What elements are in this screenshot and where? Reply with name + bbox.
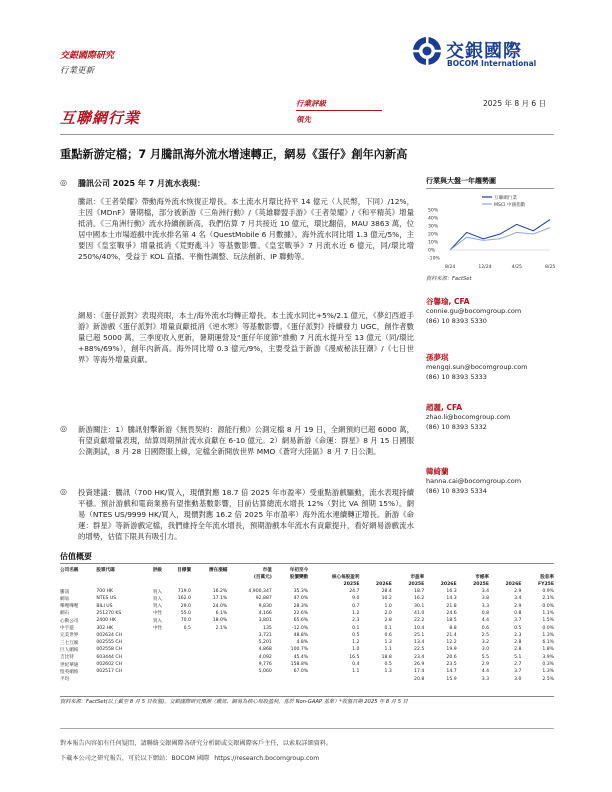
analyst-email[interactable]: zhao.li@bocomgroup.com (426, 413, 511, 421)
chart-title-rule (426, 188, 554, 189)
table-cell: 中手遊 (60, 626, 74, 632)
table-row (58, 646, 556, 653)
table-cell: 18.7 (414, 589, 425, 595)
table-cell: 3.7 (514, 669, 522, 675)
table-cell: 4.4 (481, 669, 490, 675)
analyst-email[interactable]: hanna.cai@bocomgroup.com (426, 477, 522, 485)
table-cell: 17.1% (212, 596, 228, 602)
table-cell: 700 HK (96, 589, 114, 595)
table-header-cell: 市盈率 (410, 574, 425, 580)
table-cell: 騰訊 (60, 589, 70, 595)
table-cell: 302 HK (96, 625, 114, 631)
rating-label: 行業評級 (296, 99, 326, 108)
x-tick-label: 8/24 (445, 265, 456, 270)
table-cell: 14.7 (446, 669, 457, 675)
analyst-phone: (86) 10 8393 5330 (426, 316, 487, 325)
table-cell: 3,801 (258, 618, 272, 624)
series-line-internet (450, 220, 550, 250)
table-cell: 0.3% (542, 662, 554, 667)
valuation-table (58, 566, 556, 683)
table-cell: 買入 (152, 596, 163, 602)
table-cell (193, 632, 229, 639)
table-cell (143, 632, 164, 639)
table-cell: 3.0 (481, 647, 490, 653)
table-cell: 2.1% (542, 596, 554, 602)
series-line-msci (450, 228, 550, 250)
table-cell: 41.0 (414, 610, 425, 616)
table-header-cell: 市帳率 (475, 574, 490, 580)
table-cell: 100.7% (290, 647, 309, 653)
chart-source: 資料來源：FactSet (426, 276, 472, 282)
footer-line2-text: 下載本公司之研究報告，可於以下網站：BOCOM 國際 (60, 755, 210, 762)
report-type: 行業更新 (60, 66, 95, 76)
table-header-cell (143, 581, 164, 588)
table-cell: 5,201 (258, 640, 272, 646)
table-cell: 45.4% (293, 654, 309, 660)
table-cell (164, 668, 193, 675)
table-row (58, 624, 556, 631)
table-cell: 4,092 (258, 654, 272, 660)
table-cell: 22.5 (414, 647, 425, 653)
table-header-cell (361, 573, 393, 580)
y-tick-label: 50% (428, 208, 439, 214)
table-cell: 002624 CH (96, 632, 123, 638)
table-cell: 2.0 (384, 610, 392, 616)
table-header-cell: 目標價 (177, 567, 191, 573)
table-cell: 2.9 (514, 603, 522, 609)
table-row (58, 639, 556, 646)
table-cell: 平均 (60, 677, 70, 683)
table-cell: 0.8 (514, 610, 522, 616)
legend-internet: 互聯網行業 (494, 196, 517, 201)
table-cell: 1.1% (542, 610, 554, 616)
table-cell: 1.3 (384, 669, 392, 675)
table-header-cell: 2026E (440, 581, 457, 587)
table-cell: 002602 CH (96, 662, 123, 667)
y-tick-label: 0% (428, 248, 436, 254)
table-cell: 3.4 (481, 589, 490, 595)
table-cell: 0.9% (542, 589, 554, 595)
y-tick-label: 20% (428, 232, 439, 238)
table-cell: 2.3 (352, 618, 360, 624)
table-header-cell: 核心每股盈利 (331, 574, 360, 580)
table-cell: 3,721 (258, 632, 272, 638)
table-cell: 23.5 (446, 662, 457, 667)
analyst-email[interactable]: connie.gu@bocomgroup.com (426, 307, 522, 315)
table-cell: 4,868 (258, 647, 272, 653)
analyst-card (426, 402, 554, 466)
rating-value: 領先 (296, 115, 311, 124)
table-cell: 30.1 (414, 603, 425, 609)
report-date: 2025 年 8 月 6 日 (483, 99, 547, 108)
table-cell: 251270 KS (96, 610, 122, 616)
table-cell: 18.0% (212, 618, 228, 624)
table-cell: 16.2 (414, 596, 425, 602)
table-cell: 1.2 (352, 640, 360, 646)
table-cell (229, 675, 274, 682)
table-cell: 0.4 (352, 662, 360, 667)
table-cell: 中性 (152, 626, 163, 632)
table-cell: 47.0% (293, 596, 309, 602)
table-cell: 1.0 (352, 647, 360, 653)
analyst-name: 谷馨瑜, CFA (426, 297, 470, 306)
table-header-cell: 評級 (152, 567, 163, 573)
table-cell (193, 675, 229, 682)
analyst-name: 趙麗, CFA (426, 403, 463, 412)
x-tick-label: 8/25 (545, 265, 556, 270)
table-cell: 0.8 (481, 610, 490, 616)
table-cell (193, 668, 229, 675)
table-cell: 2400 HK (96, 618, 116, 624)
table-cell: 1.8% (542, 647, 554, 653)
table-cell: 21.8 (446, 603, 457, 609)
rating-divider (296, 110, 382, 111)
table-cell: 002517 CH (96, 669, 123, 675)
table-header-cell (164, 573, 193, 580)
table-cell: 3.3 (481, 603, 490, 609)
table-cell: 67.0% (293, 669, 309, 675)
table-cell: 603444 CH (96, 654, 123, 660)
table-cell: 9,776 (258, 662, 272, 667)
research-link[interactable]: https://research.bocomgroup.com (214, 755, 320, 762)
trend-chart (426, 192, 554, 272)
table-cell (164, 661, 193, 668)
table-cell: 28.3% (293, 603, 309, 609)
x-tick-label: 4/25 (511, 265, 522, 270)
table-cell (143, 675, 164, 682)
table-cell: 2.5% (542, 676, 554, 682)
table-header-cell: 股票代碼 (96, 567, 115, 573)
bullet-icon: ◎ (60, 424, 67, 433)
table-cell: 0.5 (352, 632, 360, 638)
table-cell: 買入 (152, 589, 163, 595)
analyst-card (426, 296, 554, 352)
table-cell: 心動公司 (60, 618, 79, 624)
table-cell: 6.1% (542, 640, 554, 646)
table-cell: 10.4 (414, 625, 425, 631)
table-cell: 0.6 (384, 632, 392, 638)
table-cell: 2.8 (514, 640, 522, 646)
table-cell: 吉比特 (60, 655, 74, 661)
analyst-card (426, 466, 554, 496)
table-header-cell: 股息率 (540, 574, 554, 580)
y-tick-label: 30% (428, 224, 439, 230)
table-row (58, 595, 556, 602)
y-tick-label: 10% (428, 240, 439, 246)
table-cell: 0.6 (481, 625, 490, 631)
table-cell: 19.9 (446, 647, 457, 653)
table-cell: 24.7 (349, 589, 360, 595)
table-cell: 21.4 (446, 632, 457, 638)
table-cell: 2.1% (215, 625, 228, 631)
table-cell: 2.8 (514, 647, 522, 653)
valuation-title: 估值概要 (60, 552, 92, 561)
table-header-cell (164, 581, 193, 588)
table-cell: 中性 (152, 611, 163, 617)
table-cell (143, 646, 164, 653)
table-cell (164, 639, 193, 646)
logo-mark-icon (412, 36, 442, 66)
table-header-cell (143, 573, 164, 580)
table-header-cell: (百萬元) (253, 574, 272, 580)
table-cell (143, 654, 164, 661)
table-cell: 22.6% (293, 610, 309, 616)
table-cell: 2.3 (514, 632, 522, 638)
table-cell (94, 675, 142, 682)
table-header-cell (491, 573, 523, 580)
new-games-paragraph: 新游關注：1）騰訊射擊新游《無畏契約：源能行動》公測定檔 8 月 19 日，全網預約已超 6000 萬，有望貢獻增量表現，結算周期預計流水貢獻在 6-10 億元。2）網易新游《命運：群星》8 月 15 日國服公測測試，8 月 28 日國際服上線，定檔全新開放世界 MMO《蒼穹大陸區》8 月 7 日公測。 (78, 425, 414, 456)
table-cell: 18.8 (381, 654, 392, 660)
table-header-cell (274, 581, 310, 588)
table-header-cell: 2026E (375, 581, 392, 587)
table-cell: 5.1 (514, 654, 522, 660)
table-cell: 0.1 (384, 625, 392, 631)
table-cell: NTES US (96, 596, 117, 602)
table-cell (193, 661, 229, 668)
table-cell: 5.5 (481, 654, 490, 660)
table-cell: 162.0 (177, 596, 191, 602)
table-cell (193, 654, 229, 661)
table-cell: 13.4 (414, 640, 425, 646)
table-cell: 嗶哩嗶哩 (60, 604, 79, 610)
table-header-cell (193, 573, 229, 580)
table-cell: 158.8% (290, 662, 309, 667)
chart-title: 行業與大盤一年趨勢圖 (426, 177, 496, 185)
valuation-note: 資料來源：FactSet(以上截至 8 月 5 日收盤)，交銀國際研究預測（騰訊、網易為核心每股盈利，基於 Non-GAAP 基準）*收盤日期 2025 年 8 月 5 日 (60, 699, 408, 705)
footer-line2 (60, 753, 319, 762)
table-header-cell: FY25E (538, 581, 554, 587)
table-cell (164, 675, 193, 682)
table-cell: 4.4 (481, 618, 490, 624)
table-cell (361, 675, 393, 682)
table-cell: BILI US (96, 603, 113, 609)
table-cell: 16.3 (446, 589, 457, 595)
table-cell: 3.4 (514, 596, 522, 602)
table-cell: 3.0 (514, 676, 522, 682)
table-header-cell (94, 573, 142, 580)
table-cell (274, 675, 310, 682)
table-row (58, 661, 556, 668)
table-header-cell: 公司名稱 (60, 567, 79, 573)
table-cell: 0.5 (514, 625, 522, 631)
table-row (58, 668, 556, 675)
table-cell: 17.4 (414, 669, 425, 675)
table-cell: 12.2 (446, 640, 457, 646)
table-cell: 1.3 (384, 640, 392, 646)
table-cell: 巨人網絡 (60, 647, 79, 653)
y-tick-label: 40% (428, 216, 439, 222)
table-cell: 2.8 (384, 618, 392, 624)
table-cell: 20.6 (446, 654, 457, 660)
footer-rule (60, 728, 554, 729)
table-header-cell: 潛在漲幅 (208, 567, 228, 573)
legend-msci: MSCI 中國指數 (494, 203, 526, 208)
table-cell: 4,166 (258, 610, 272, 616)
analyst-phone: (86) 10 8393 5332 (426, 422, 487, 431)
table-cell: 0.5 (183, 625, 191, 631)
table-cell: 買入 (152, 604, 163, 610)
table-cell: 14.3 (446, 596, 457, 602)
table-cell: 3.2 (481, 640, 490, 646)
table-row (58, 588, 556, 595)
footer-line1: 對本報告內容如有任何疑問，請聯絡交銀國際各研究分析師或交銀國際客戶主任，以索取詳細資料。 (60, 740, 333, 747)
table-cell: 4.8% (296, 640, 309, 646)
y-tick-label: -10% (428, 256, 440, 262)
table-cell: 28.4 (381, 589, 392, 595)
table-header-cell (193, 581, 229, 588)
table-cell: 1.1 (352, 669, 360, 675)
bocom-logo (412, 36, 442, 66)
table-cell (143, 668, 164, 675)
table-cell: 1.5% (542, 618, 554, 624)
table-cell (164, 654, 193, 661)
logo-text-en: BOCOM International (447, 59, 537, 68)
table-cell: 15.9 (446, 676, 457, 682)
table-header-cell: 市值 (262, 567, 272, 573)
table-cell: 719.0 (177, 589, 191, 595)
table-header-cell (58, 573, 94, 580)
netease-paragraph: 網易：《蛋仔派對》表現亮眼，本土/海外流水均轉正增長。本土流水同比+5%/2.1 億元，《夢幻西遊手游》新游戲《蛋仔派對》增量貢獻抵消《逆水寒》等基數影響。《蛋仔派對》持續發力 UGC，創作者數量已超 5000 萬，三季度收入更新，暑期運營及“蛋仔年度節”推動 7 月流水提升至 13 億元（同/環比+88%/69%），創年內新高。海外同比增 0.3 億元/9%，主要受益于新游《漫威秘法狂潮》/《七日世界》等海外增量貢獻。 (78, 311, 414, 364)
valuation-rule (60, 563, 554, 564)
table-cell: 網石 (60, 611, 70, 617)
table-cell: 8.8 (449, 625, 457, 631)
table-cell: 0.0% (542, 603, 554, 609)
logo-text-cn: 交銀國際 (446, 41, 522, 62)
table-row (58, 610, 556, 617)
table-cell: 1.2 (352, 610, 360, 616)
table-cell (164, 646, 193, 653)
table-cell: 1.3% (542, 669, 554, 675)
table-header-cell: 2026E (505, 581, 522, 587)
table-cell: 24.6 (446, 610, 457, 616)
table-cell (143, 661, 164, 668)
table-cell (164, 632, 193, 639)
table-cell: 24.0% (212, 603, 228, 609)
table-cell: 35.3% (293, 589, 309, 595)
table-cell: 9.0 (352, 596, 360, 602)
table-cell: 25.1 (414, 632, 425, 638)
report-title: 重點新游定檔；7 月騰訊海外流水增速轉正，網易《蛋仔》創年內新高 (60, 148, 408, 161)
table-cell (193, 646, 229, 653)
table-cell: 1.3% (542, 632, 554, 638)
header-rule (60, 134, 554, 135)
table-cell: 1.0 (384, 603, 392, 609)
analyst-name: 孫夢琪 (426, 353, 449, 362)
analyst-name: 韓綺蘭 (426, 467, 449, 476)
table-cell: 002555 CH (96, 640, 123, 646)
table-row (58, 602, 556, 609)
table-cell: 2.7 (514, 662, 522, 667)
table-cell: 55.0 (180, 610, 191, 616)
analyst-phone: (86) 10 8393 5333 (426, 372, 487, 381)
table-row (58, 675, 556, 682)
table-row (58, 654, 556, 661)
table-cell: 92,887 (255, 596, 272, 602)
analyst-email[interactable]: mengqi.sun@bocomgroup.com (426, 363, 528, 371)
table-header-cell: 2025E (408, 581, 425, 587)
table-cell: 0.7 (352, 603, 360, 609)
table-cell: 16.5 (349, 654, 360, 660)
table-cell: 3.9% (542, 654, 554, 660)
table-cell: 20.8 (414, 676, 425, 682)
firm-name: 交銀國際研究 (60, 51, 115, 61)
table-cell: 6.1% (215, 610, 228, 616)
bullet-icon: ◎ (60, 178, 67, 187)
table-cell: 世紀華通 (60, 662, 79, 668)
table-cell: 23.4 (414, 654, 425, 660)
table-cell: 2.9 (481, 662, 490, 667)
table-cell: 0.1 (352, 625, 360, 631)
table-cell: 完美世界 (60, 633, 79, 639)
table-header-cell: 股價變動 (289, 574, 309, 580)
table-cell: 002558 CH (96, 647, 123, 653)
table-cell (310, 675, 361, 682)
table-cell: 70.0 (180, 618, 191, 624)
table-cell: 0.5 (384, 662, 392, 667)
table-cell: -12.0% (291, 625, 309, 631)
table-header-cell (94, 581, 142, 588)
table-header-cell: 2025E (343, 581, 360, 587)
industry-title: 互聯網行業 (60, 109, 141, 127)
section-monthly-head: 騰訊公司 2025 年 7 月流水表現： (78, 179, 205, 188)
table-cell: 3.7 (514, 618, 522, 624)
table-cell: 16.2% (212, 589, 228, 595)
investment-paragraph: 投資建議：騰訊（700 HK/買入，現價對應 18.7 倍 2025 年市盈率）受重點游戲驅動，流水表現持續平穩。預計游戲和電商業務有望推動基數影響，目前估算總流水增長 12%（對比 VA 預期 15%）。網易（NTES US/9999 HK/買入，現價對應 16.2 倍 2025 年市盈率）海外流水連續轉正增長。新游《命運：群星》等新游戲定檔，我們維持全年流水增長，預期游戲本年流水有貢獻提升，看好網易游戲流水的增勢，估值下限具有吸引力。 (78, 488, 414, 541)
table-cell: 135 (263, 625, 272, 631)
bullet-icon: ◎ (60, 487, 67, 496)
table-cell: 48.8% (293, 632, 309, 638)
table-header-cell: 2025E (473, 581, 490, 587)
analyst-card (426, 352, 554, 402)
table-header-cell (58, 581, 94, 588)
table-cell: 5,060 (258, 669, 272, 675)
analyst-list (426, 296, 554, 496)
table-header-cell (426, 573, 458, 580)
valuation-bottom-rule (60, 696, 554, 697)
table-cell: 網易 (60, 596, 70, 602)
table-cell: 愷英網絡 (60, 669, 79, 675)
table-cell: 29.0 (180, 603, 191, 609)
table-header-cell: 年初至今 (289, 567, 309, 573)
table-cell: 26.9 (414, 662, 425, 667)
table-cell: 18.5 (446, 618, 457, 624)
table-cell (143, 639, 164, 646)
table-cell: 2.5 (481, 632, 490, 638)
table-cell: 0.0% (542, 625, 554, 631)
table-cell: 9,830 (258, 603, 272, 609)
table-cell: 4,900,347 (248, 589, 272, 595)
table-cell: 65.6% (293, 618, 309, 624)
analyst-phone: (86) 10 8393 5334 (426, 486, 487, 495)
table-cell: 10.2 (381, 596, 392, 602)
table-cell: 3.8 (481, 596, 490, 602)
table-row (58, 617, 556, 624)
table-row (58, 632, 556, 639)
table-cell: 買入 (152, 618, 163, 624)
table-cell (193, 639, 229, 646)
x-tick-label: 12/24 (478, 265, 492, 270)
table-cell: 3.3 (481, 676, 490, 682)
table-cell: 三七互娛 (60, 640, 79, 646)
table-cell: 2.9 (514, 589, 522, 595)
table-cell: 1.1 (384, 647, 392, 653)
tencent-paragraph: 騰訊：《王者榮耀》帶動海外流水恢復正增長。本土流水月環比持平 14 億元（人民幣，下同）/12%，主因《MDnF》暑期檔，部分被新游《三角洲行動》/《英雄聯盟手游》《王者榮耀》/《和平精英》增量抵消。《三角洲行動》流水持續創新高，我們估算 7 月共接近 10 億元，環比翻倍，MAU 3863 萬，位居中國本土市場遊戲中流水排名第 4 名（QuestMobile 6 月數據）。海外流水同比增 1.3 億元/5%，主要因《皇室戰爭》增量抵消《荒野亂斗》等基數影響。《皇室戰爭》7 月流水近 6 億元，同/環比增 250%/40%，受益于 KOL 直播、平衡性調整、玩法創新、IP 聯動等。 (78, 197, 414, 261)
table-cell: 22.2 (414, 618, 425, 624)
table-header-cell (229, 581, 274, 588)
